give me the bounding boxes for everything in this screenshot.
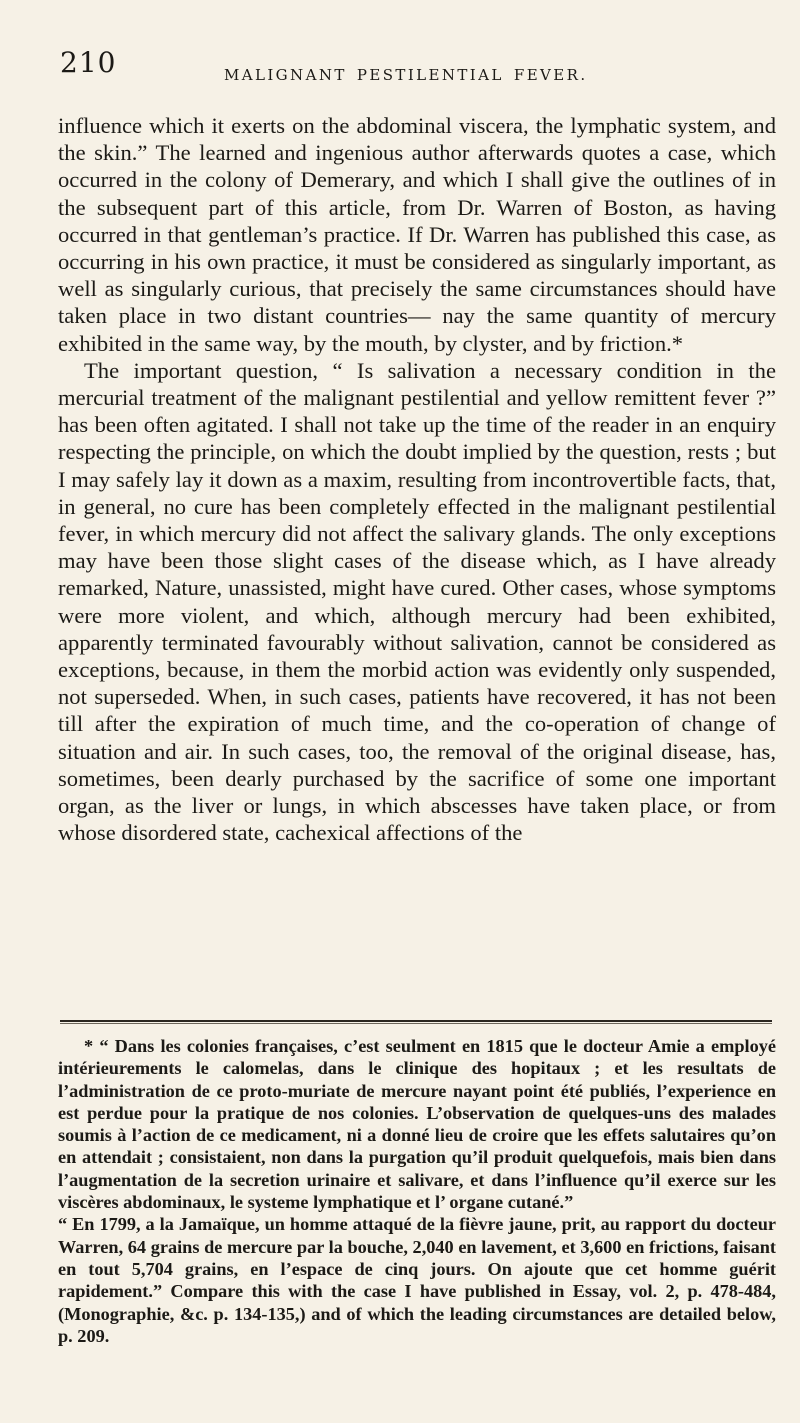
running-title: MALIGNANT PESTILENTIAL FEVER. [224, 66, 588, 84]
main-text [58, 112, 776, 846]
page-number: 210 [60, 46, 117, 79]
footnote-divider [60, 1020, 772, 1024]
footnote-paragraph: * “ Dans les colonies françaises, c’est seulment en 1815 que le docteur Amie a employé intérieurements le calomelas, dans le clinique des hopitaux ; et les resultats de l’administration de ce proto-muriate de mercure nayant point été publiés, l’experience en est perdue pour la pratique de nos colonies. L’observation de quelques-uns des malades soumis à l’action de ce medicament, ni a donné lieu de croire que les effets salutaires qu’on en attendait ; consistaient, non dans la purgation qu’il produit quelquefois, mais bien dans l’augmentation de la secretion urinaire et salivare, et dans l’influence qu’il exerce sur les viscères abdominaux, le systeme lymphatique et l’ organe cutané.” [58, 1036, 776, 1213]
footnote [58, 1035, 776, 1347]
paragraph: influence which it exerts on the abdominal viscera, the lymphatic system, and the skin.” The learned and ingenious author afterwards quotes a case, which occurred in the colony of Demerary, and which I shall give the outlines of in the subsequent part of this article, from Dr. Warren of Boston, as having occurred in that gentleman’s practice. If Dr. Warren has published this case, as occurring in his own practice, it must be considered as singularly important, as well as singularly curious, that precisely the same circumstances should have taken place in two distant countries— nay the same quantity of mercury exhibited in the same way, by the mouth, by clyster, and by friction.* [58, 113, 776, 356]
footnote-paragraph: “ En 1799, a la Jamaïque, un homme attaqué de la fièvre jaune, prit, au rapport du docteur Warren, 64 grains de mercure par la bouche, 2,040 en lavement, et 3,600 en frictions, faisant en tout 5,704 grains, en l’espace de cinq jours. On ajoute que cet homme guérit rapidement.” Compare this with the case I have published in Essay, vol. 2, p. 478-484, (Monographie, &c. p. 134-135,) and of which the leading circumstances are detailed below, p. 209. [58, 1214, 776, 1346]
paragraph: The important question, “ Is salivation a necessary condition in the mercurial treatment of the malignant pestilential and yellow remittent fever ?” has been often agitated. I shall not take up the time of the reader in an enquiry respecting the principle, on which the doubt implied by the question, rests ; but I may safely lay it down as a maxim, resulting from incontrovertible facts, that, in general, no cure has been completely effected in the malignant pestilential fever, in which mercury did not affect the salivary glands. The only exceptions may have been those slight cases of the disease which, as I have already remarked, Nature, unassisted, might have cured. Other cases, whose symptoms were more violent, and which, although mercury had been exhibited, apparently terminated favourably without salivation, cannot be considered as exceptions, because, in them the morbid action was evidently only suspended, not superseded. When, in such cases, patients have recovered, it has not been till after the expiration of much time, and the co-operation of change of situation and air. In such cases, too, the removal of the original disease, has, sometimes, been dearly purchased by the sacrifice of some one important organ, as the liver or lungs, in which abscesses have taken place, or from whose disordered state, cachexical affections of the [58, 357, 776, 846]
